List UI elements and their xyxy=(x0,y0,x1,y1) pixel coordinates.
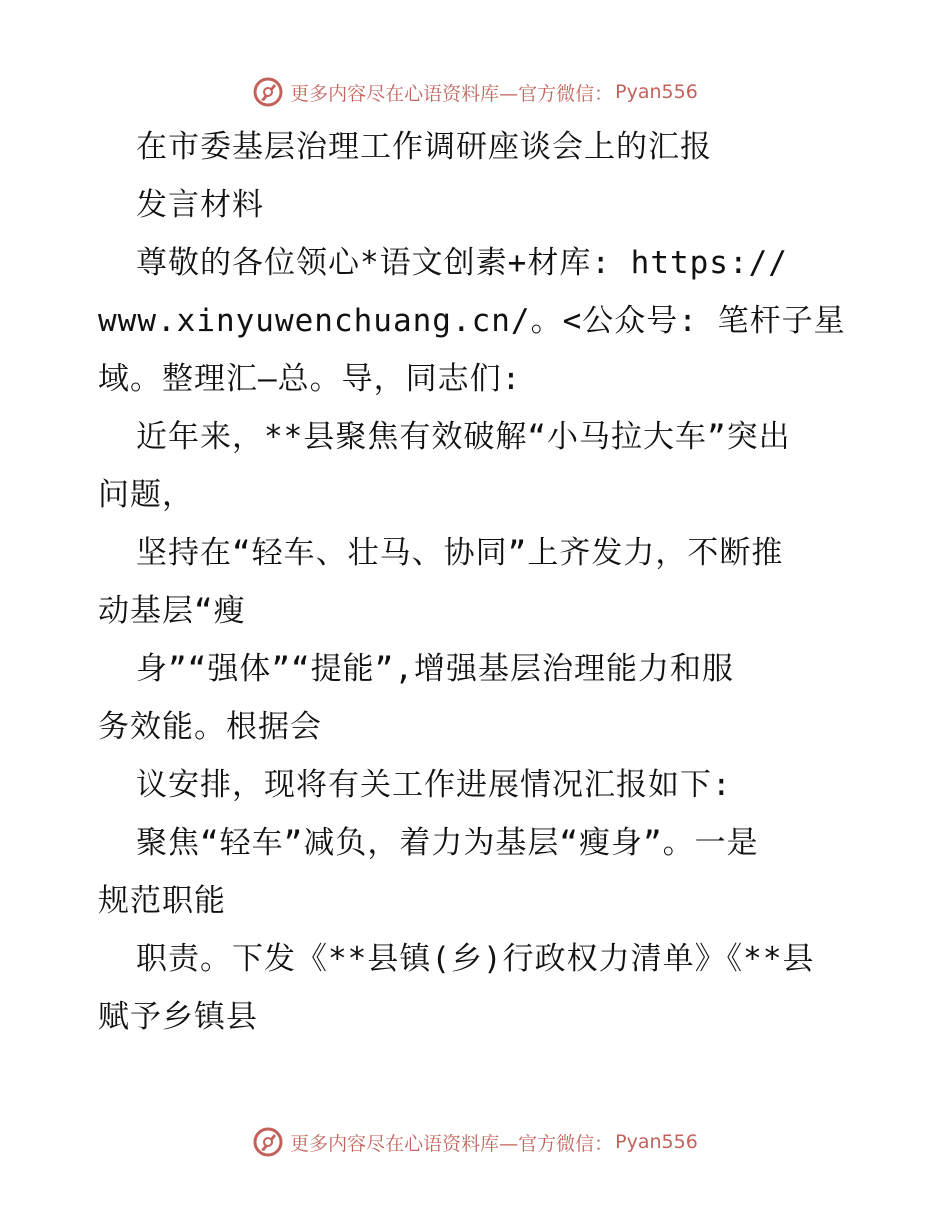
watermark-id: Pyan556 xyxy=(615,1131,698,1153)
text-line: www.xinyuwenchuang.cn/。<公众号: 笔杆子星 xyxy=(98,303,846,339)
text-line: 尊敬的各位领心*语文创素+材库: https:// xyxy=(136,245,788,281)
text-line: 发言材料 xyxy=(136,187,264,223)
text-line: 务效能。根据会 xyxy=(98,709,322,745)
text-line: 职责。下发《**县镇(乡)行政权力清单》《**县 xyxy=(136,941,815,977)
text-line: 问题， xyxy=(98,477,194,513)
text-line: 近年来，**县聚焦有效破解“小马拉大车”突出 xyxy=(136,419,791,455)
quill-logo-icon xyxy=(252,76,284,108)
watermark-text: 更多内容尽在心语资料库—官方微信： xyxy=(290,1132,614,1155)
text-line: 坚持在“轻车、壮马、协同”上齐发力，不断推 xyxy=(136,535,784,571)
footer-watermark xyxy=(0,1122,950,1162)
text-line: 域。整理汇—总。导，同志们: xyxy=(98,361,522,397)
text-line: 议安排，现将有关工作进展情况汇报如下: xyxy=(136,767,732,803)
quill-logo-icon xyxy=(252,1126,284,1158)
document-body xyxy=(98,118,858,1046)
text-line: 赋予乡镇县 xyxy=(98,999,258,1035)
text-line: 动基层“瘦 xyxy=(98,593,246,629)
watermark-id: Pyan556 xyxy=(615,81,698,103)
watermark-text: 更多内容尽在心语资料库—官方微信： xyxy=(290,82,614,105)
text-line: 在市委基层治理工作调研座谈会上的汇报 xyxy=(136,129,712,165)
text-line: 聚焦“轻车”减负，着力为基层“瘦身”。一是 xyxy=(136,825,759,861)
text-line: 规范职能 xyxy=(98,883,226,919)
text-line: 身”“强体”“提能”,增强基层治理能力和服 xyxy=(136,651,734,687)
header-watermark xyxy=(0,72,950,112)
